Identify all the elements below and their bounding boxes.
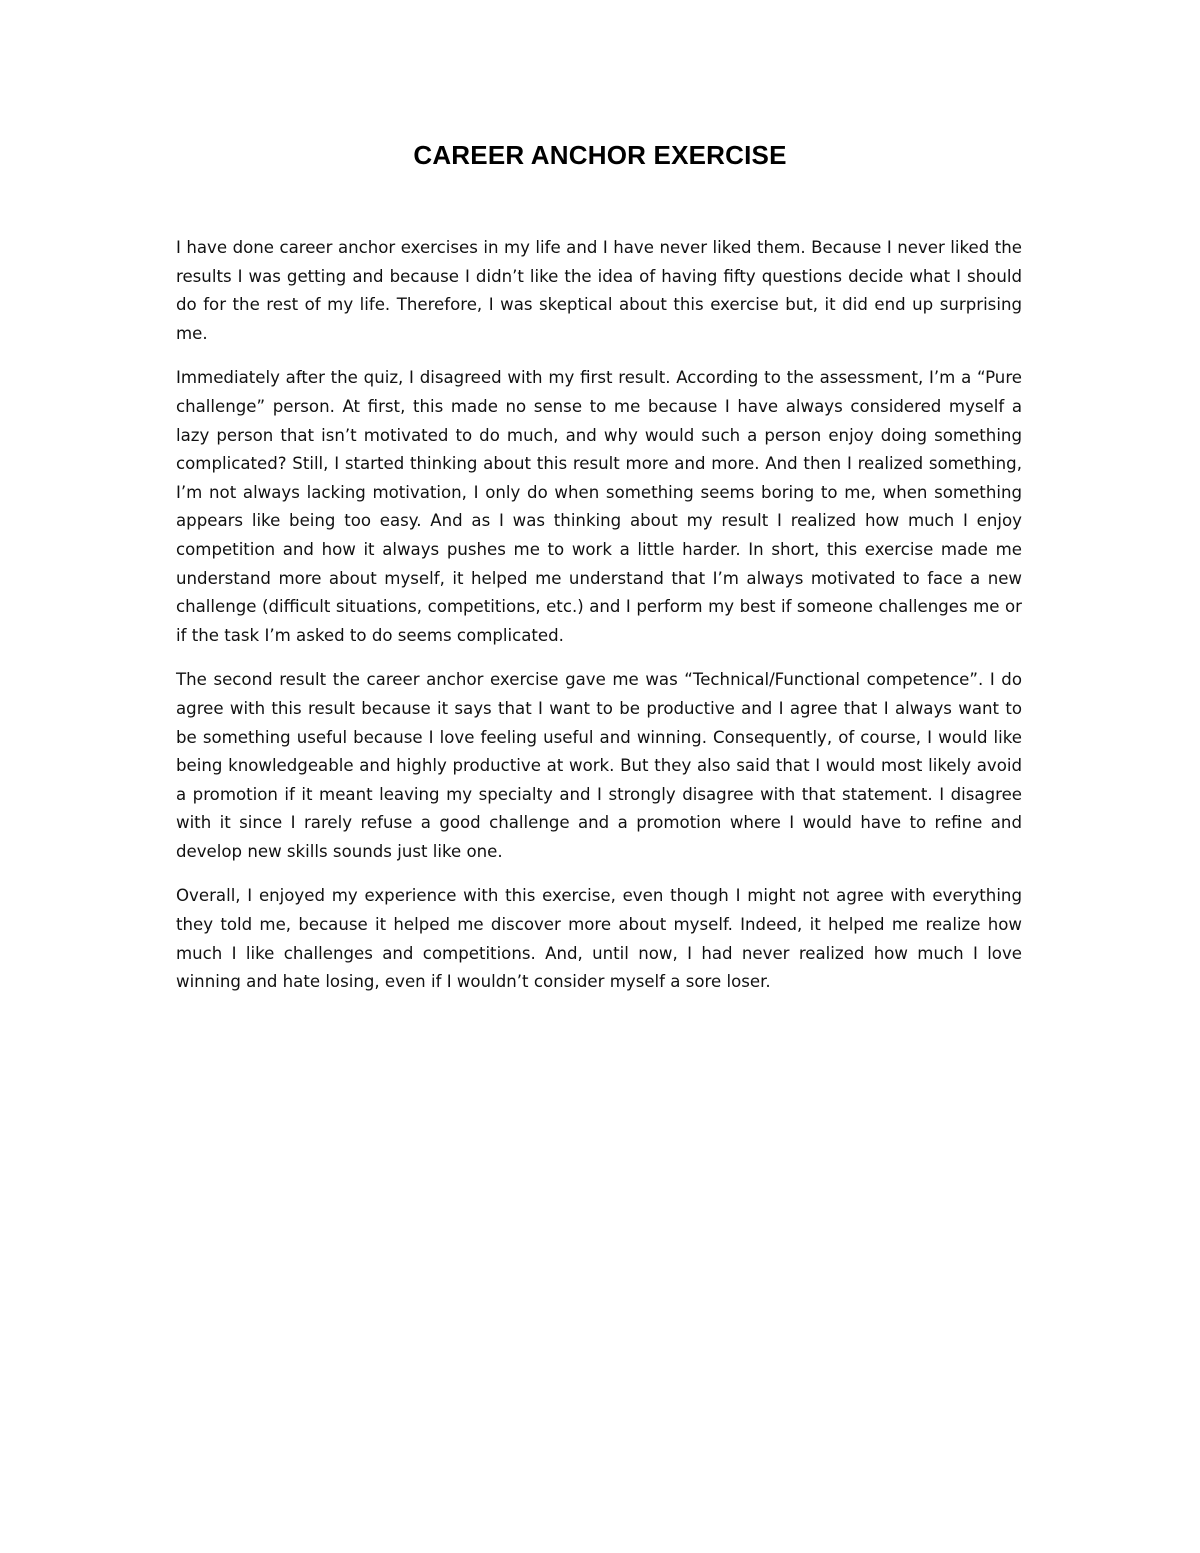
- document-title: CAREER ANCHOR EXERCISE: [413, 140, 787, 170]
- paragraph-4: Overall, I enjoyed my experience with this exercise, even though I might not agree with everything they told me, because it helped me discover more about myself. Indeed, it helped me realize how much I like challenges and competitions. And, until now, I had never realized how much I love winning and hate losing, even if I wouldn’t consider myself a sore loser.: [176, 886, 1022, 992]
- paragraph-3: The second result the career anchor exercise gave me was “Technical/Functional competence”. I do agree with this result because it says that I want to be productive and I agree that I always want to be something useful because I love feeling useful and winning. Consequently, of course, I would like being knowledgeable and highly productive at work. But they also said that I would most likely avoid a promotion if it meant leaving my specialty and I strongly disagree with that statement. I disagree with it since I rarely refuse a good challenge and a promotion where I would have to refine and develop new skills sounds just like one.: [176, 670, 1022, 861]
- paragraph-2: Immediately after the quiz, I disagreed with my first result. According to the assessment, I’m a “Pure challenge” person. At first, this made no sense to me because I have always considered myself a lazy person that isn’t motivated to do much, and why would such a person enjoy doing something complicated? Still, I started thinking about this result more and more. And then I realized something, I’m not always lacking motivation, I only do when something seems boring to me, when something appears like being too easy. And as I was thinking about my result I realized how much I enjoy competition and how it always pushes me to work a little harder. In short, this exercise made me understand more about myself, it helped me understand that I’m always motivated to face a new challenge (difficult situations, competitions, etc.) and I perform my best if someone challenges me or if the task I’m asked to do seems complicated.: [176, 368, 1022, 645]
- document-body: [176, 234, 1022, 1013]
- paragraph-1: I have done career anchor exercises in my life and I have never liked them. Because I never liked the results I was getting and because I didn’t like the idea of having fifty questions decide what I should do for the rest of my life. Therefore, I was skeptical about this exercise but, it did end up surprising me.: [176, 238, 1022, 343]
